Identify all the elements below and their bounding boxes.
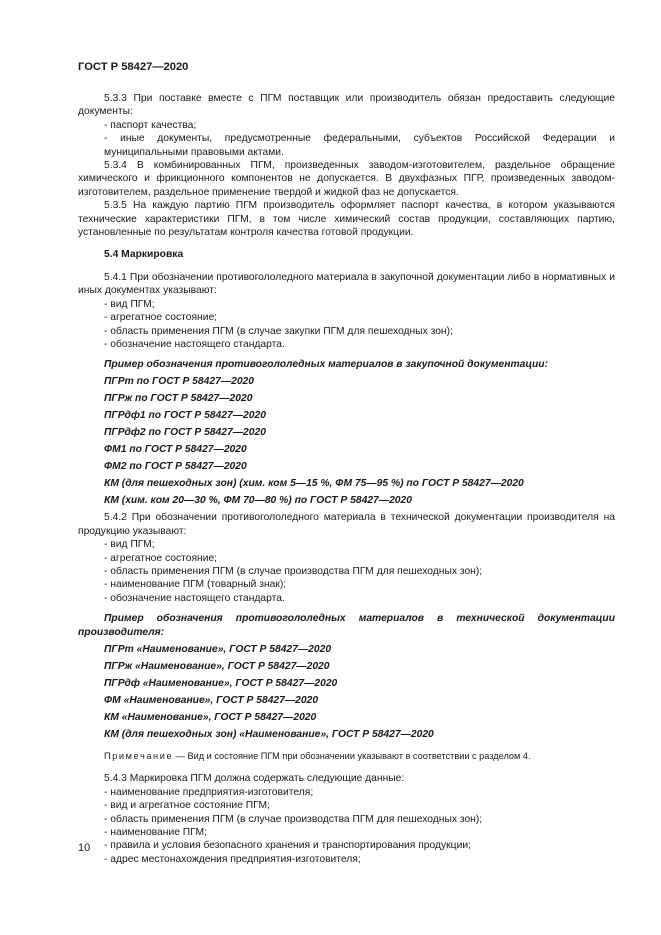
example-line: ФМ1 по ГОСТ Р 58427—2020	[104, 444, 247, 456]
example-line: ПГРт по ГОСТ Р 58427—2020	[104, 376, 255, 388]
list-item: - область применения ПГМ (в случае закупки ПГМ для пешеходных зон);	[104, 325, 453, 337]
section-heading-5-4: 5.4 Маркировка	[104, 249, 184, 261]
example-line: ПГРж «Наименование», ГОСТ Р 58427—2020	[104, 660, 330, 672]
example-line: ФМ «Наименование», ГОСТ Р 58427—2020	[104, 694, 319, 706]
clause-5-3-4: 5.3.4 В комбинированных ПГМ, произведенных заводом-изготовителем, раздельное обращение химического и фрикционного компонентов не допускается. В двухфазных ПГР, произведенных заводом-изготовителем, раздельное применение твердой и жидкой фаз не допускается.	[78, 160, 615, 198]
example-line: КМ (для пешеходных зон) (хим. ком 5—15 %, ФМ 75—95 %) по ГОСТ Р 58427—2020	[104, 478, 524, 490]
note-label: Примечание	[104, 750, 174, 761]
example-line: ПГРдф1 по ГОСТ Р 58427—2020	[104, 410, 266, 422]
list-item: - вид ПГМ;	[104, 298, 155, 310]
list-item: - вид ПГМ;	[104, 539, 155, 551]
list-item: - область применения ПГМ (в случае производства ПГМ для пешеходных зон);	[104, 565, 483, 577]
example-line: ФМ2 по ГОСТ Р 58427—2020	[104, 461, 247, 473]
clause-5-3-5: 5.3.5 На каждую партию ПГМ производитель оформляет паспорт качества, в котором указываются технические характеристики ПГМ, в том числе химический состав продукции, составляющих партию, установленные по результатам контроля качества готовой продукции.	[78, 200, 615, 239]
list-item: - иные документы, предусмотренные федеральными, субъектов Российской Федерации и муниципальными правовыми актами.	[104, 133, 615, 158]
example-line: КМ (для пешеходных зон) «Наименование», ГОСТ Р 58427—2020	[104, 728, 434, 740]
example-line: ПГРдф2 по ГОСТ Р 58427—2020	[104, 427, 266, 439]
list-item: - правила и условия безопасного хранения и транспортирования продукции;	[104, 840, 471, 852]
clause-5-4-1-intro: 5.4.1 При обозначении противогололедного материала в закупочной документации либо в нормативных и иных документах указывают:	[78, 271, 615, 297]
list-item: - наименование ПГМ;	[104, 827, 207, 838]
document-header: ГОСТ Р 58427—2020	[78, 61, 189, 73]
list-item: - агрегатное состояние;	[104, 312, 218, 324]
list-item: - паспорт качества;	[104, 119, 197, 131]
example-title: Пример обозначения противогололедных материалов в технической документации производителя:	[78, 613, 615, 638]
example-line: ПГРж по ГОСТ Р 58427—2020	[104, 393, 253, 405]
list-item: - адрес местонахождения предприятия-изготовителя;	[104, 853, 361, 865]
list-item: - вид и агрегатное состояние ПГМ;	[104, 800, 270, 812]
list-item: - обозначение настоящего стандарта.	[104, 592, 285, 604]
example-line: КМ (хим. ком 20—30 %, ФМ 70—80 %) по ГОСТ Р 58427—2020	[104, 495, 412, 507]
page-number: 10	[78, 842, 91, 854]
list-item: - агрегатное состояние;	[104, 552, 218, 564]
note-text: — Вид и состояние ПГМ при обозначении указывают в соответствии с разделом 4.	[173, 750, 531, 761]
list-item: - наименование ПГМ (товарный знак);	[104, 579, 287, 591]
list-item: - область применения ПГМ (в случае производства ПГМ для пешеходных зон);	[104, 813, 483, 825]
document-body	[78, 92, 615, 866]
note	[78, 750, 615, 763]
example-line: ПГРт «Наименование», ГОСТ Р 58427—2020	[104, 643, 332, 655]
list-item: - наименование предприятия-изготовителя;	[104, 786, 314, 798]
clause-5-4-3-intro: 5.4.3 Маркировка ПГМ должна содержать следующие данные:	[104, 773, 405, 785]
clause-5-3-3-intro: 5.3.3 При поставке вместе с ПГМ поставщик или производитель обязан предоставить следующие документы:	[78, 93, 615, 118]
clause-5-4-2-intro: 5.4.2 При обозначении противогололедного материала в технической документации производителя на продукцию указывают:	[78, 512, 615, 537]
example-line: ПГРдф «Наименование», ГОСТ Р 58427—2020	[104, 677, 338, 689]
example-title: Пример обозначения противогололедных материалов в закупочной документации:	[104, 359, 549, 371]
example-line: КМ «Наименование», ГОСТ Р 58427—2020	[104, 711, 317, 723]
list-item: - обозначение настоящего стандарта.	[104, 338, 285, 350]
